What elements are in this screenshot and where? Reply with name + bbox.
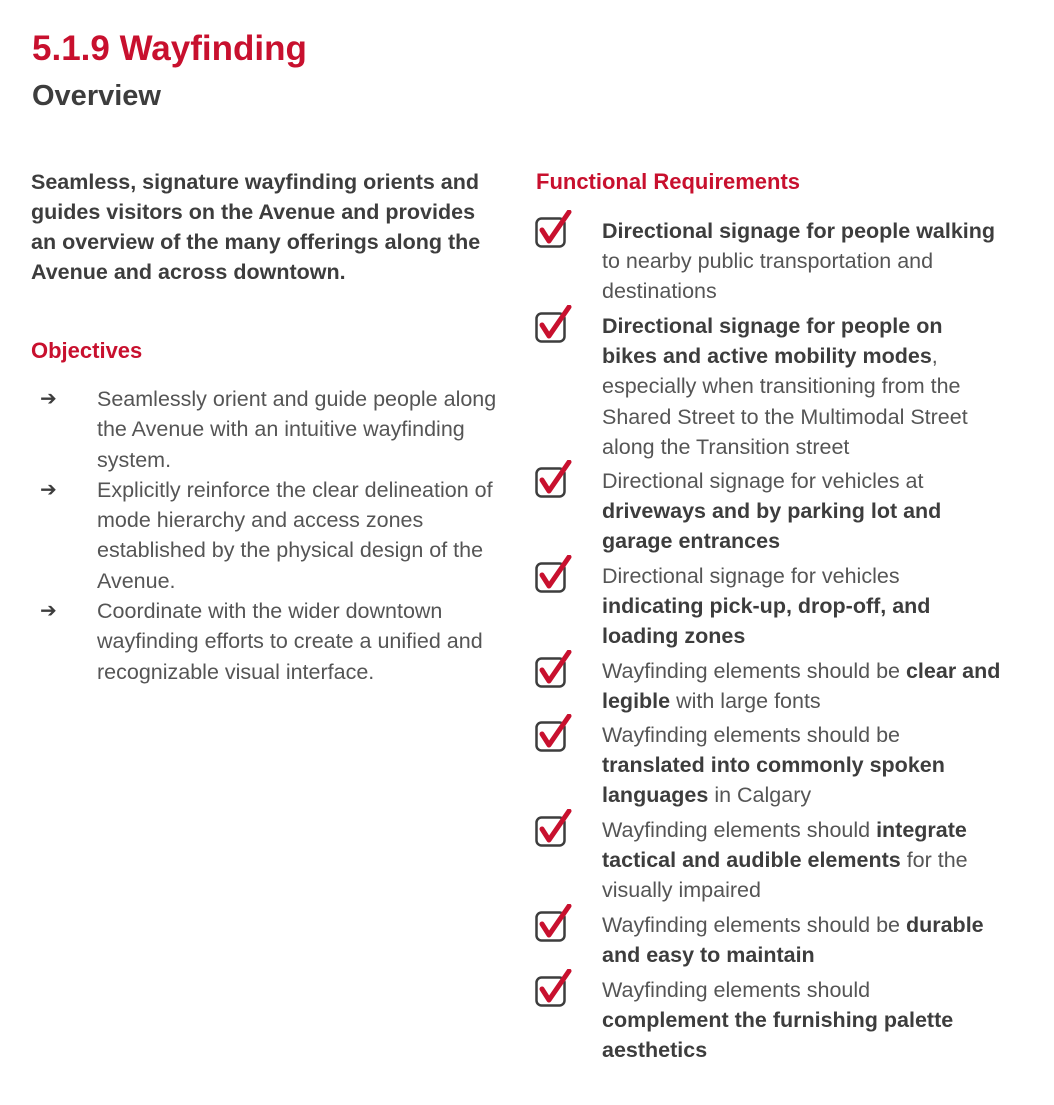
requirement-text-regular: Wayfinding elements should be xyxy=(602,659,906,683)
requirement-text-regular: with large fonts xyxy=(670,689,821,714)
objective-text: Coordinate with the wider downtown wayfinding efforts to create a unified and recognizable visual interface. xyxy=(97,599,483,684)
requirement-text-regular: Wayfinding elements should xyxy=(602,978,871,1002)
requirement-item xyxy=(534,975,1004,1063)
requirement-text-emphasis: clear and legible xyxy=(602,659,1001,714)
requirement-text-emphasis: complement the furnishing palette aesthetics xyxy=(602,1008,954,1063)
requirement-item xyxy=(534,815,1004,903)
arrow-right-icon: ➔ xyxy=(40,478,57,501)
requirement-text-regular: in Calgary xyxy=(708,783,812,808)
requirement-text-regular: Directional signage for vehicles xyxy=(602,564,900,588)
objective-text: Explicitly reinforce the clear delineation of mode hierarchy and access zones established by the physical design of the Avenue. xyxy=(97,477,493,593)
requirement-text xyxy=(602,815,1002,906)
checked-box-icon xyxy=(534,460,572,498)
checked-box-icon xyxy=(534,305,572,343)
checked-box-icon xyxy=(534,904,572,942)
requirement-text-emphasis: translated into commonly spoken languages xyxy=(602,753,945,808)
requirement-text-emphasis: driveways and by parking lot and garage entrances xyxy=(602,499,942,554)
requirement-text-regular: Wayfinding elements should be xyxy=(602,723,900,747)
requirement-text xyxy=(602,216,1002,307)
requirement-item xyxy=(534,910,1004,968)
requirement-item xyxy=(534,466,1004,554)
requirement-text xyxy=(602,975,1002,1066)
arrow-right-icon: ➔ xyxy=(40,600,57,623)
objectives-list xyxy=(40,384,500,687)
requirement-item xyxy=(534,311,1004,459)
requirement-text-regular: Wayfinding elements should xyxy=(602,818,877,842)
checked-box-icon xyxy=(534,969,572,1007)
requirement-text-regular: , especially when transitioning from the Shared Street to the Multimodal Street along the Transition street xyxy=(602,344,968,459)
requirement-text-emphasis: durable and easy to maintain xyxy=(602,913,984,968)
requirement-text-regular: Wayfinding elements should be xyxy=(602,913,906,937)
objective-item xyxy=(40,596,500,687)
requirement-text-emphasis: integrate tactical and audible elements xyxy=(602,818,967,873)
checked-box-icon xyxy=(534,650,572,688)
objective-text: Seamlessly orient and guide people along the Avenue with an intuitive wayfinding system. xyxy=(97,387,497,472)
requirement-text xyxy=(602,656,1002,716)
requirement-text-regular: for the visually impaired xyxy=(602,848,968,903)
requirement-text xyxy=(602,466,1002,557)
objectives-heading: Objectives xyxy=(31,338,143,363)
requirement-text xyxy=(602,561,1002,652)
functional-requirements-heading: Functional Requirements xyxy=(536,169,801,194)
requirement-item xyxy=(534,216,1004,304)
requirement-text xyxy=(602,720,1002,811)
objective-item xyxy=(40,475,500,596)
requirement-item xyxy=(534,561,1004,649)
intro-paragraph: Seamless, signature wayfinding orients and guides visitors on the Avenue and provides an overview of the many offerings along the Avenue and across downtown. xyxy=(31,170,481,284)
checked-box-icon xyxy=(534,555,572,593)
checked-box-icon xyxy=(534,714,572,752)
checked-box-icon xyxy=(534,210,572,248)
requirement-text-regular: Directional signage for vehicles at xyxy=(602,469,924,493)
requirement-text xyxy=(602,910,1002,970)
requirement-text-emphasis: Directional signage for people on bikes and active mobility modes xyxy=(602,314,943,369)
requirement-text-regular: to nearby public transportation and destinations xyxy=(602,249,934,304)
checked-box-icon xyxy=(534,809,572,847)
arrow-right-icon: ➔ xyxy=(40,388,57,410)
requirement-item xyxy=(534,656,1004,714)
page-title: 5.1.9 Wayfinding xyxy=(32,29,307,68)
requirement-text xyxy=(602,311,1002,462)
objective-item xyxy=(40,384,500,475)
requirement-text-emphasis: Directional signage for people walking xyxy=(602,219,996,243)
requirement-item xyxy=(534,720,1004,808)
page-subtitle: Overview xyxy=(32,80,161,112)
requirement-text-emphasis: indicating pick-up, drop-off, and loading zones xyxy=(602,594,931,649)
